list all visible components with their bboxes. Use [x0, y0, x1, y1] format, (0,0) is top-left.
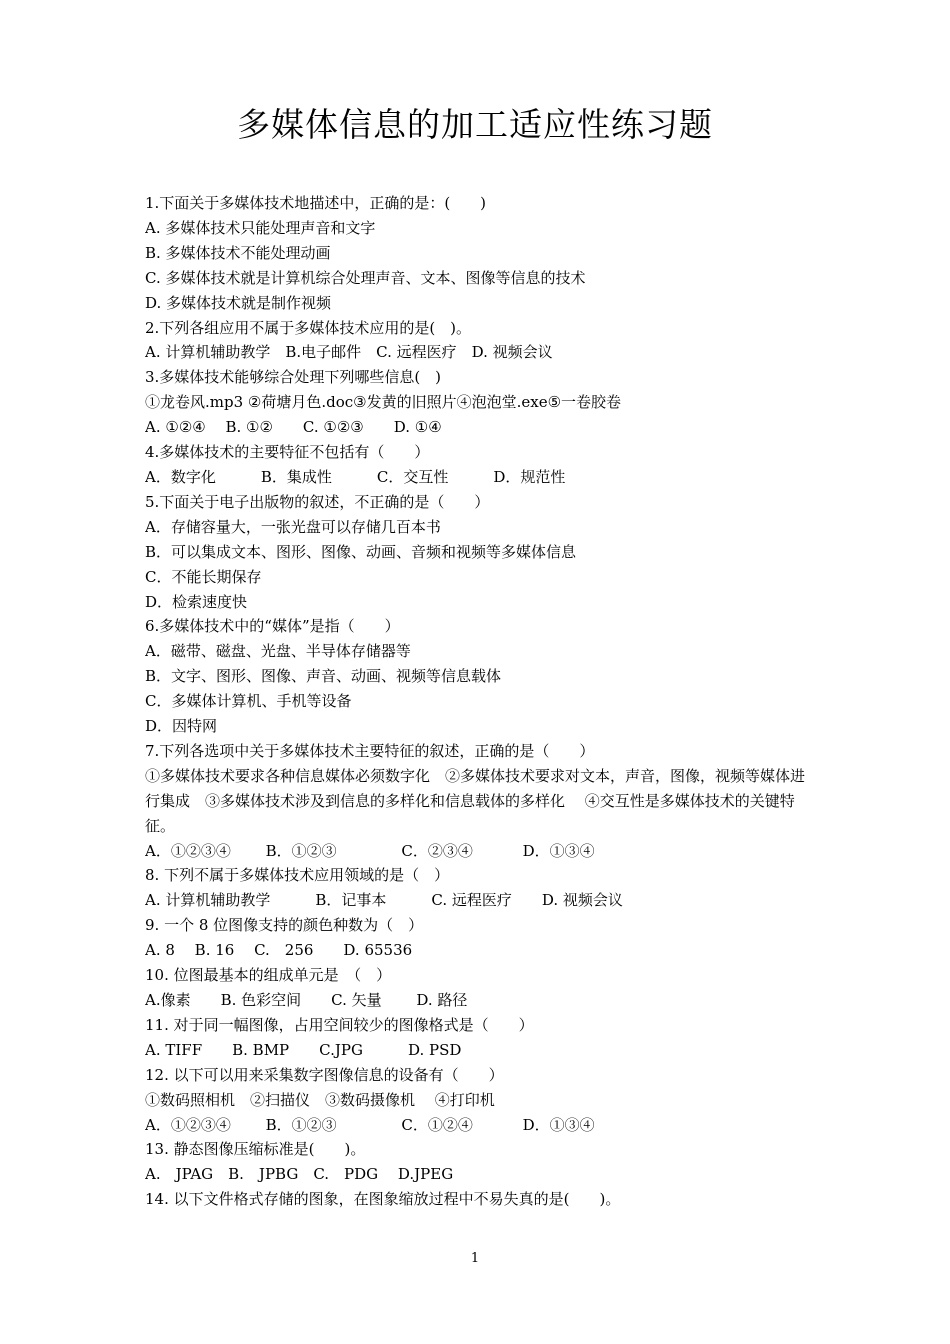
question-12-options: A．①②③④ B．①②③ C．①②④ D．①③④	[145, 1115, 595, 1134]
question-4-stem: 4.多媒体技术的主要特征不包括有（ ）	[145, 443, 430, 462]
question-13-options: A. JPAG B. JPBG C. PDG D.JPEG	[145, 1165, 454, 1184]
question-6-option-b: B．文字、图形、图像、声音、动画、视频等信息载体	[145, 667, 502, 686]
question-6-option-d: D．因特网	[145, 717, 218, 736]
question-7-statements: ①多媒体技术要求各种信息媒体必须数字化 ②多媒体技术要求对文本，声音，图像，视频等媒体进行集成 ③多媒体技术涉及到信息的多样化和信息载体的多样化 ④交互性是多媒体技术的关键特征。	[145, 766, 806, 835]
question-9-options: A. 8 B. 16 C. 256 D. 65536	[145, 941, 413, 960]
question-7-stem: 7.下列各选项中关于多媒体技术主要特征的叙述，正确的是（ ）	[145, 741, 595, 760]
question-1-option-a: A. 多媒体技术只能处理声音和文字	[145, 218, 376, 237]
question-9-stem: 9. 一个 8 位图像支持的颜色种数为（ ）	[145, 916, 424, 935]
question-5-stem: 5.下面关于电子出版物的叙述，不正确的是（ ）	[145, 492, 490, 511]
question-2-options: A. 计算机辅助教学 B.电子邮件 C. 远程医疗 D. 视频会议	[145, 343, 553, 362]
question-1-option-d: D. 多媒体技术就是制作视频	[145, 293, 332, 312]
question-11-stem: 11. 对于同一幅图像，占用空间较少的图像格式是（ ）	[145, 1015, 534, 1034]
question-5-option-d: D．检索速度快	[145, 592, 248, 611]
document-title: 多媒体信息的加工适应性练习题	[237, 105, 713, 144]
question-10-stem: 10. 位图最基本的组成单元是 （ ）	[145, 966, 392, 985]
question-8-options: A. 计算机辅助教学 B．记事本 C. 远程医疗 D. 视频会议	[145, 891, 623, 910]
question-11-options: A. TIFF B. BMP C.JPG D. PSD	[145, 1040, 462, 1059]
question-5-option-c: C．不能长期保存	[145, 567, 262, 586]
question-1-option-c: C. 多媒体技术就是计算机综合处理声音、文本、图像等信息的技术	[145, 268, 586, 287]
question-6-option-c: C．多媒体计算机、手机等设备	[145, 692, 352, 711]
question-4-options: A．数字化 B．集成性 C．交互性 D．规范性	[145, 467, 566, 486]
question-12-items: ①数码照相机 ②扫描仪 ③数码摄像机 ④打印机	[145, 1090, 495, 1109]
question-3-stem: 3.多媒体技术能够综合处理下列哪些信息( )	[145, 368, 442, 387]
question-3-items: ①龙卷风.mp3 ②荷塘月色.doc③发黄的旧照片④泡泡堂.exe⑤一卷胶卷	[145, 393, 622, 412]
question-14-stem: 14. 以下文件格式存储的图象，在图象缩放过程中不易失真的是( )。	[145, 1190, 621, 1209]
question-list	[145, 191, 817, 1212]
question-1-stem: 1.下面关于多媒体技术地描述中，正确的是：( )	[145, 194, 487, 212]
question-3-options: A. ①②④ B. ①② C. ①②③ D. ①④	[145, 418, 442, 437]
question-2-stem: 2.下列各组应用不属于多媒体技术应用的是( )。	[145, 318, 472, 337]
page-number: 1	[470, 1251, 480, 1266]
question-7-options: A．①②③④ B．①②③ C．②③④ D．①③④	[145, 841, 595, 860]
question-6-stem: 6.多媒体技术中的“媒体”是指（ ）	[145, 617, 400, 636]
question-5-option-b: B．可以集成文本、图形、图像、动画、音频和视频等多媒体信息	[145, 542, 577, 561]
question-6-option-a: A．磁带、磁盘、光盘、半导体存储器等	[145, 642, 411, 661]
question-13-stem: 13. 静态图像压缩标准是( )。	[145, 1140, 366, 1159]
question-10-options: A.像素 B. 色彩空间 C. 矢量 D. 路径	[145, 991, 468, 1009]
question-5-option-a: A．存储容量大，一张光盘可以存储几百本书	[145, 517, 441, 536]
question-8-stem: 8. 下列不属于多媒体技术应用领域的是（ ）	[145, 866, 450, 885]
question-12-stem: 12. 以下可以用来采集数字图像信息的设备有（ ）	[145, 1065, 504, 1084]
question-1-option-b: B. 多媒体技术不能处理动画	[145, 243, 331, 262]
